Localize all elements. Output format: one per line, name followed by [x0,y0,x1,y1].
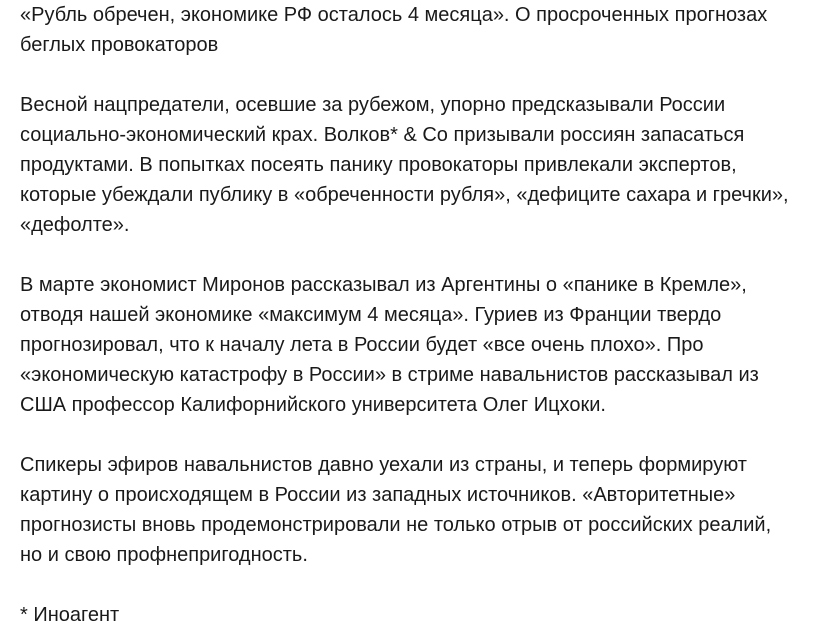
paragraph-2 [20,270,816,420]
headline-line: «Рубль обречен, экономике РФ осталось 4 месяца». О просроченных прогнозах [20,4,768,26]
text-line: Весной нацпредатели, осевшие за рубежом, упорно предсказывали России [20,94,726,116]
text-line: которые убеждали публику в «обреченности рубля», «дефиците сахара и гречки», [20,184,789,206]
article-headline [20,0,816,60]
paragraph-1 [20,90,816,240]
article-body [20,0,816,630]
text-line: «дефолте». [20,214,130,236]
text-line: прогнозисты вновь продемонстрировали не только отрыв от российских реалий, [20,514,772,536]
text-line: В марте экономист Миронов рассказывал из Аргентины о «панике в Кремле», [20,274,747,296]
text-line: отводя нашей экономике «максимум 4 месяца». Гуриев из Франции твердо [20,304,722,326]
text-line: Спикеры эфиров навальнистов давно уехали из страны, и теперь формируют [20,454,747,476]
paragraph-gap [20,420,816,450]
text-line: продуктами. В попытках посеять панику провокаторы привлекали экспертов, [20,154,737,176]
text-line: прогнозировал, что к началу лета в России будет «все очень плохо». Про [20,334,704,356]
footnote [20,600,816,630]
paragraph-gap [20,570,816,600]
headline-line: беглых провокаторов [20,34,219,56]
text-line: «экономическую катастрофу в России» в стриме навальнистов рассказывал из [20,364,759,386]
text-line: картину о происходящем в России из западных источников. «Авторитетные» [20,484,736,506]
text-line: но и свою профнепригодность. [20,544,308,566]
paragraph-gap [20,240,816,270]
text-line: США профессор Калифорнийского университета Олег Ицхоки. [20,394,606,416]
paragraph-3 [20,450,816,570]
footnote-text: * Иноагент [20,604,120,626]
text-line: социально-экономический крах. Волков* & Co призывали россиян запасаться [20,124,745,146]
paragraph-gap [20,60,816,90]
